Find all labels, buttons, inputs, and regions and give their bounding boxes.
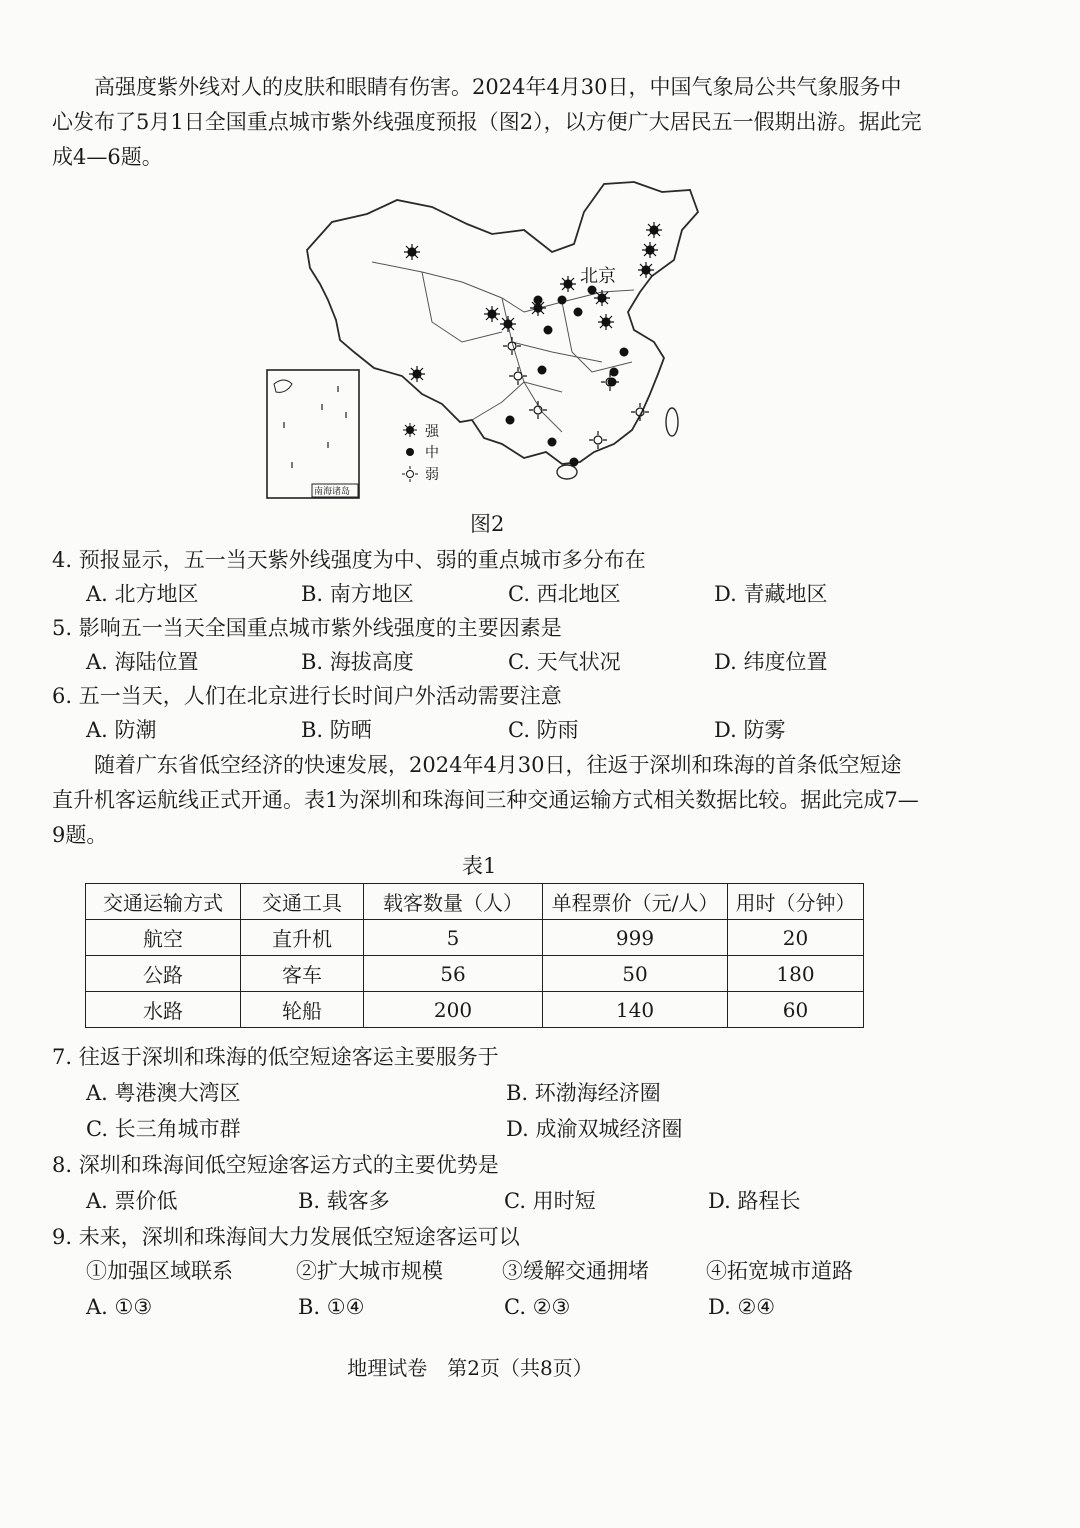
sun-medium-icon (570, 458, 579, 467)
q9-choice-1: ①加强区域联系 (86, 1259, 233, 1283)
sun-medium-icon (544, 326, 553, 335)
table-row (86, 992, 864, 1028)
transport-table (85, 883, 864, 1028)
q9-option-b[interactable]: B. ①④ (298, 1295, 365, 1319)
intro-text-2: 随着广东省低空经济的快速发展，2024年4月30日，往返于深圳和珠海的首条低空短途直升机客运航线正式开通。表1为深圳和珠海间三种交通运输方式相关数据比较。据此完成7—9题。 (52, 753, 919, 847)
intro-text-1: 高强度紫外线对人的皮肤和眼睛有伤害。2024年4月30日，中国气象局公共气象服务中心发布了5月1日全国重点城市紫外线强度预报（图2），以方便广大居民五一假期出游。据此完成4—6题。 (52, 75, 922, 169)
q4-option-d[interactable]: D. 青藏地区 (714, 582, 828, 606)
table-cell: 56 (364, 956, 543, 992)
sun-strong-icon (404, 244, 420, 260)
sun-medium-icon (538, 366, 547, 375)
q6-option-a[interactable]: A. 防潮 (86, 718, 157, 742)
q5-option-a[interactable]: A. 海陆位置 (86, 650, 199, 674)
table-row (86, 920, 864, 956)
beijing-label: 北京 (580, 266, 616, 286)
table-header-row (86, 884, 864, 920)
table-cell: 20 (728, 920, 864, 956)
sun-medium-icon (610, 368, 619, 377)
q4-option-c[interactable]: C. 西北地区 (508, 582, 621, 606)
intro-paragraph-1 (52, 70, 922, 175)
sun-strong-icon (560, 276, 576, 292)
taiwan-outline (666, 408, 678, 436)
sun-medium-icon (558, 296, 567, 305)
table-cell: 航空 (86, 920, 241, 956)
legend-medium-label: 中 (425, 444, 439, 460)
figure-caption: 图2 (470, 512, 505, 536)
table-caption: 表1 (462, 854, 497, 878)
table-header-cell: 用时（分钟） (728, 884, 864, 920)
sun-weak-icon (631, 403, 649, 421)
legend-weak-label: 弱 (425, 466, 439, 482)
uv-forecast-map (262, 172, 712, 502)
q6-option-b[interactable]: B. 防晒 (301, 718, 372, 742)
q4-option-b[interactable]: B. 南方地区 (301, 582, 414, 606)
question-5-stem: 5. 影响五一当天全国重点城市紫外线强度的主要因素是 (52, 616, 562, 640)
sun-strong-icon (646, 222, 662, 238)
table-header-cell: 交通运输方式 (86, 884, 241, 920)
sun-medium-icon (534, 296, 543, 305)
q7-option-d[interactable]: D. 成渝双城经济圈 (506, 1117, 683, 1141)
table-cell: 140 (543, 992, 728, 1028)
table-cell: 200 (364, 992, 543, 1028)
q8-option-a[interactable]: A. 票价低 (86, 1189, 178, 1213)
legend-weak-icon (402, 466, 418, 482)
question-4-stem: 4. 预报显示，五一当天紫外线强度为中、弱的重点城市多分布在 (52, 548, 646, 572)
q6-option-c[interactable]: C. 防雨 (508, 718, 579, 742)
q8-option-c[interactable]: C. 用时短 (504, 1189, 596, 1213)
q8-option-d[interactable]: D. 路程长 (708, 1189, 801, 1213)
table-cell: 50 (543, 956, 728, 992)
china-outline (307, 182, 698, 464)
q5-option-c[interactable]: C. 天气状况 (508, 650, 621, 674)
q5-option-d[interactable]: D. 纬度位置 (714, 650, 828, 674)
sun-medium-icon (548, 438, 557, 447)
map-legend (402, 423, 440, 482)
hainan-outline (557, 465, 577, 479)
q7-option-c[interactable]: C. 长三角城市群 (86, 1117, 241, 1141)
sun-medium-icon (588, 286, 597, 295)
sun-weak-icon (503, 337, 521, 355)
table-cell: 轮船 (241, 992, 364, 1028)
table-cell: 999 (543, 920, 728, 956)
q9-choice-3: ③缓解交通拥堵 (502, 1259, 649, 1283)
south-sea-inset (267, 370, 359, 498)
q9-option-d[interactable]: D. ②④ (708, 1295, 776, 1319)
table-row (86, 956, 864, 992)
table-header-cell: 单程票价（元/人） (543, 884, 728, 920)
table-cell: 180 (728, 956, 864, 992)
table-cell: 5 (364, 920, 543, 956)
table-cell: 水路 (86, 992, 241, 1028)
table-header-cell: 交通工具 (241, 884, 364, 920)
q8-option-b[interactable]: B. 载客多 (298, 1189, 390, 1213)
q7-option-b[interactable]: B. 环渤海经济圈 (506, 1081, 661, 1105)
table-cell: 公路 (86, 956, 241, 992)
q9-choice-2: ②扩大城市规模 (296, 1259, 443, 1283)
sun-medium-icon (620, 348, 629, 357)
question-8-stem: 8. 深圳和珠海间低空短途客运方式的主要优势是 (52, 1153, 499, 1177)
legend-strong-label: 强 (425, 423, 439, 439)
inset-label: 南海诸岛 (314, 486, 351, 496)
question-9-stem: 9. 未来，深圳和珠海间大力发展低空短途客运可以 (52, 1225, 520, 1249)
q9-option-a[interactable]: A. ①③ (86, 1295, 153, 1319)
sun-strong-icon (638, 262, 654, 278)
q6-option-d[interactable]: D. 防雾 (714, 718, 786, 742)
sun-medium-icon (574, 308, 583, 317)
q9-option-c[interactable]: C. ②③ (504, 1295, 571, 1319)
question-7-stem: 7. 往返于深圳和珠海的低空短途客运主要服务于 (52, 1045, 499, 1069)
q4-option-a[interactable]: A. 北方地区 (86, 582, 199, 606)
sun-strong-icon (642, 242, 658, 258)
sun-strong-icon (484, 306, 500, 322)
legend-strong-icon (403, 423, 417, 437)
sun-strong-icon (594, 290, 610, 306)
sun-medium-icon (506, 416, 515, 425)
q7-option-a[interactable]: A. 粤港澳大湾区 (86, 1081, 241, 1105)
table-header-cell: 载客数量（人） (364, 884, 543, 920)
sun-strong-icon (598, 314, 614, 330)
page-footer: 地理试卷 第2页（共8页） (347, 1356, 593, 1380)
sun-strong-icon (409, 366, 425, 382)
sun-weak-icon (589, 431, 607, 449)
table-cell: 60 (728, 992, 864, 1028)
q9-choice-4: ④拓宽城市道路 (706, 1259, 853, 1283)
table-cell: 直升机 (241, 920, 364, 956)
q5-option-b[interactable]: B. 海拔高度 (301, 650, 414, 674)
sun-weak-icon (529, 401, 547, 419)
table-cell: 客车 (241, 956, 364, 992)
legend-medium-icon (406, 448, 414, 456)
sun-strong-icon (500, 316, 516, 332)
intro-paragraph-2 (52, 748, 922, 853)
question-6-stem: 6. 五一当天，人们在北京进行长时间户外活动需要注意 (52, 684, 562, 708)
